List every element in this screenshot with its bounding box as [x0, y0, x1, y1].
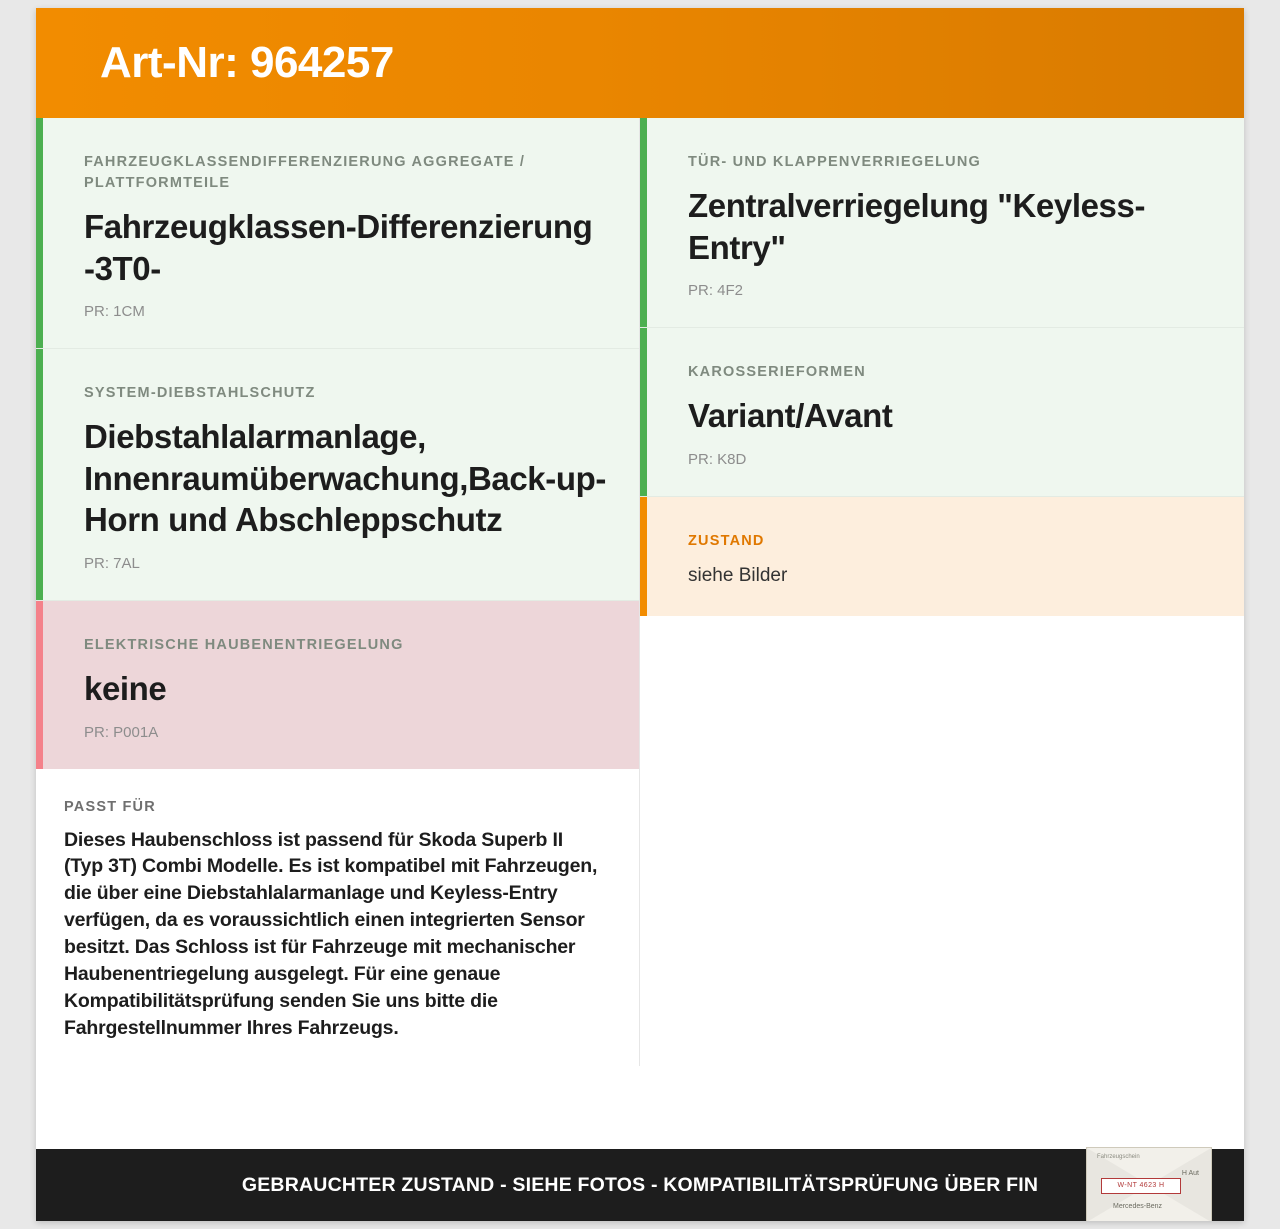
content-columns [36, 118, 1244, 1221]
footer-bar [36, 1149, 1244, 1221]
badge-top-text: Fahrzeugschein [1097, 1154, 1140, 1160]
fits-for-text: Dieses Haubenschloss ist passend für Skoda Superb II (Typ 3T) Combi Modelle. Es ist kompatibel mit Fahrzeugen, die über eine Diebstahlalarmanlage und Keyless-Entry verfügen, da es voraussichtlich einen integrierten Sensor besitzt. Das Schloss ist für Fahrzeuge mit mechanischer Haubenentriegelung ausgelegt. Für eine genaue Kompatibilitätsprüfung senden Sie uns bitte die Fahrgestellnummer Ihres Fahrzeugs. [64, 828, 598, 1039]
spec-pr-code: PR: P001A [84, 723, 159, 741]
fits-for-label: PASST FÜR [64, 798, 156, 815]
spec-label: SYSTEM-DIEBSTAHLSCHUTZ [84, 385, 316, 402]
spec-pr-code: PR: 1CM [84, 303, 145, 321]
right-column [640, 118, 1244, 616]
spec-value: Diebstahlalarmanlage, Innenraumüberwachung,Back-up-Horn und Abschleppschutz [84, 418, 606, 539]
spec-label: FAHRZEUGKLASSENDIFFERENZIERUNG AGGREGATE / PLATTFORMTEILE [84, 154, 526, 192]
status-bar-green [640, 328, 647, 496]
spec-card-tuer-und-klappenverriegelung [640, 118, 1244, 328]
footer-text: GEBRAUCHTER ZUSTAND - SIEHE FOTOS - KOMPATIBILITÄTSPRÜFUNG ÜBER FIN [241, 1173, 1039, 1196]
fits-for-section [36, 769, 639, 1066]
spec-label: KAROSSERIEFORMEN [688, 364, 866, 381]
spec-label: ZUSTAND [688, 532, 765, 549]
spec-value: Variant/Avant [688, 397, 893, 435]
badge-right-text: H Aut [1181, 1170, 1199, 1177]
header-bar [36, 8, 1244, 118]
status-bar-green [36, 349, 43, 600]
page-title: Art-Nr: 964257 [100, 38, 394, 87]
spec-card-zustand [640, 497, 1244, 616]
left-column [36, 118, 640, 1066]
spec-pr-code: PR: 7AL [84, 554, 140, 572]
spec-value: keine [84, 669, 167, 707]
status-bar-orange [640, 497, 647, 616]
spec-card-karosserieformen [640, 328, 1244, 497]
status-bar-green [640, 118, 647, 327]
spec-label: TÜR- UND KLAPPENVERRIEGELUNG [688, 154, 981, 170]
status-bar-red [36, 601, 43, 769]
spec-value: Zentralverriegelung "Keyless-Entry" [688, 187, 1146, 266]
spec-card-elektrische-haubenentriegelung [36, 601, 639, 769]
badge-bottom-text: Mercedes-Benz [1113, 1203, 1163, 1210]
badge-plate-text: W-NT 4623 H [1101, 1178, 1181, 1194]
spec-value: siehe Bilder [688, 564, 788, 586]
spec-card-system-diebstahlschutz [36, 349, 639, 601]
badge-inner [1087, 1148, 1211, 1221]
spec-value: Fahrzeugklassen-Differenzierung -3T0- [84, 208, 593, 287]
vehicle-registration-icon [1086, 1147, 1212, 1221]
spec-pr-code: PR: 4F2 [688, 282, 744, 300]
document-page [36, 8, 1244, 1221]
spec-card-fahrzeugklassendifferenzierung [36, 118, 639, 349]
status-bar-green [36, 118, 43, 348]
spec-pr-code: PR: K8D [688, 450, 747, 468]
spec-label: ELEKTRISCHE HAUBENENTRIEGELUNG [84, 636, 404, 653]
